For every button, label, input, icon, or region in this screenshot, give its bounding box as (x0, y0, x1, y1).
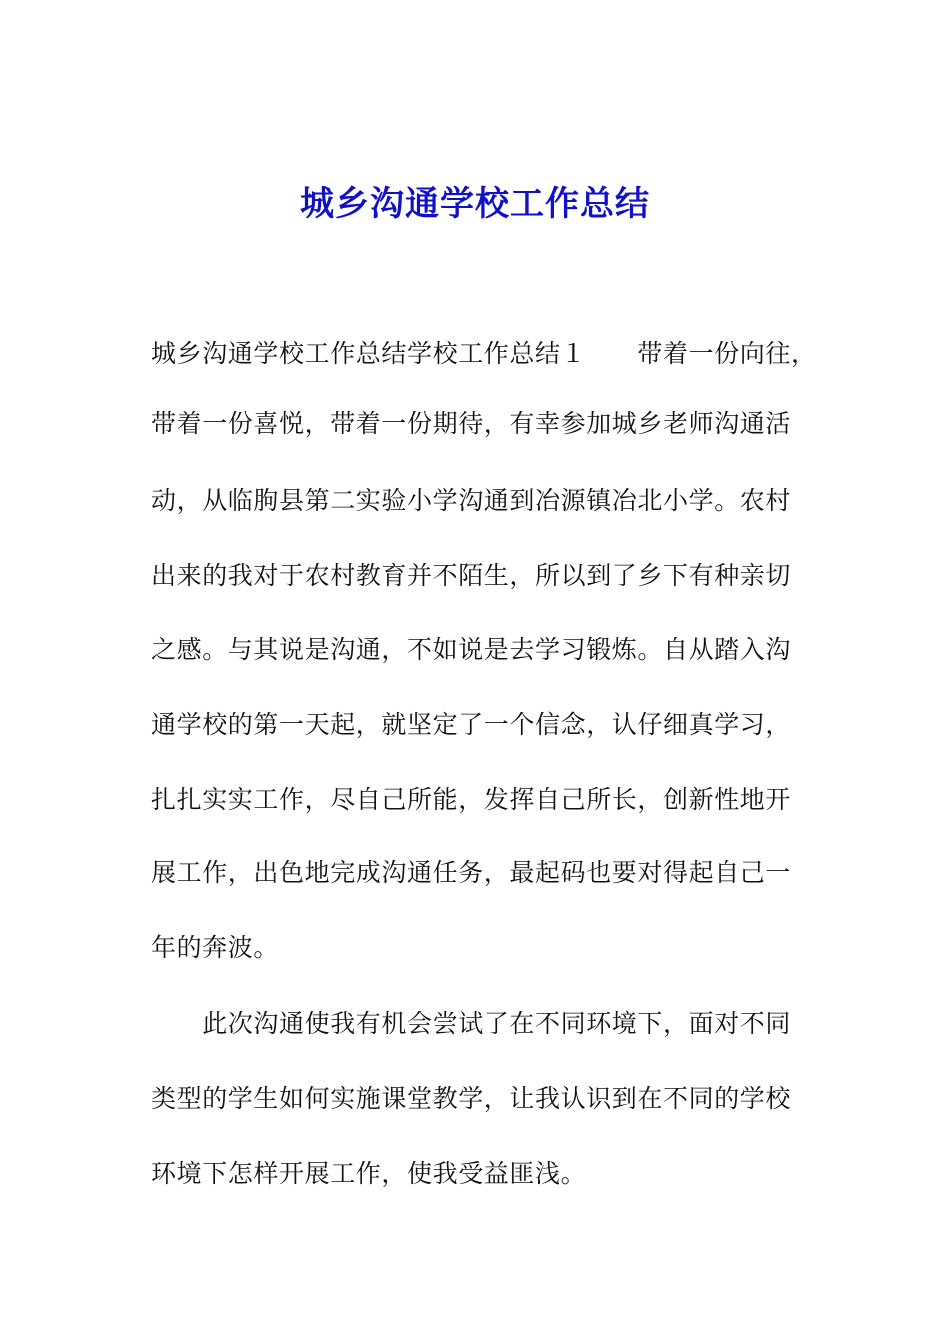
body-line: 年的奔波。 (151, 933, 280, 962)
body-line: 此次沟通使我有机会尝试了在不同环境下，面对不同 (151, 1009, 792, 1038)
body-line: 展工作，出色地完成沟通任务，最起码也要对得起自己一 (151, 858, 792, 887)
document-title: 城乡沟通学校工作总结 (300, 184, 650, 224)
body-line: 动，从临朐县第二实验小学沟通到冶源镇冶北小学。农村 (151, 486, 792, 515)
body-line: 城乡沟通学校工作总结学校工作总结１ 带着一份向往， (151, 339, 817, 368)
body-line: 之感。与其说是沟通，不如说是去学习锻炼。自从踏入沟 (151, 635, 792, 664)
body-line: 类型的学生如何实施课堂教学，让我认识到在不同的学校 (151, 1084, 792, 1113)
body-line: 环境下怎样开展工作，使我受益匪浅。 (151, 1159, 587, 1188)
body-line: 带着一份喜悦，带着一份期待，有幸参加城乡老师沟通活 (151, 409, 792, 438)
body-line: 出来的我对于农村教育并不陌生，所以到了乡下有种亲切 (151, 561, 792, 590)
body-line: 通学校的第一天起，就坚定了一个信念，认仔细真学习， (151, 710, 792, 739)
body-line: 扎扎实实工作，尽自己所能，发挥自己所长，创新性地开 (151, 785, 792, 814)
